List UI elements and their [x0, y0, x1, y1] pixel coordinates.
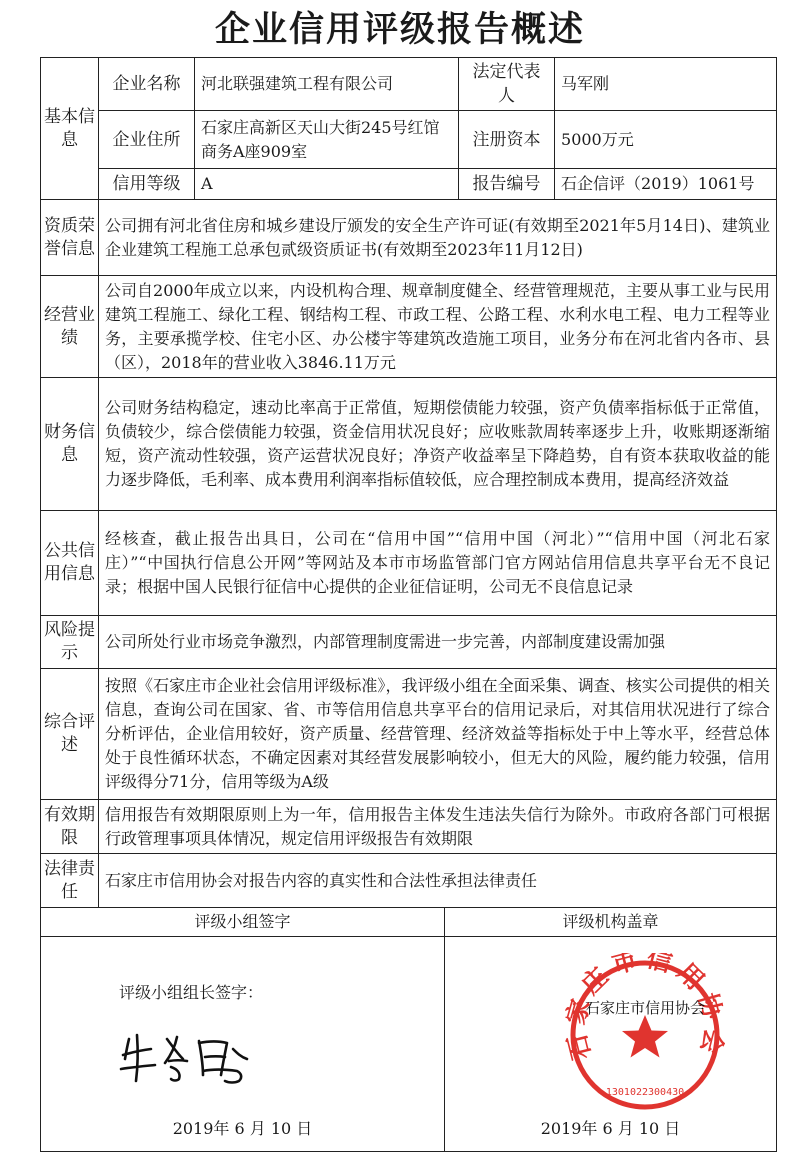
report-no-label: 报告编号	[459, 169, 555, 200]
public-credit-text: 经核查，截止报告出具日，公司在“信用中国”“信用中国（河北）”“信用中国（河北石家庄）”“中国执行信息公开网”等网站及本市市场监管部门官方网站信用信息共享平台无不良记录；根据中国人民银行征信中心提供的企业征信证明，公司无不良信息记录	[99, 511, 777, 616]
company-name: 河北联强建筑工程有限公司	[195, 58, 459, 111]
business-text: 公司自2000年成立以来，内设机构合理、规章制度健全、经营管理规范，主要从事工业与民用建筑工程施工、绿化工程、钢结构工程、市政工程、公路工程、水利水电工程、电力工程等业务，主要承揽学校、住宅小区、办公楼宇等建筑改造施工项目，业务分布在河北省内各市、县（区），2018年的营业收入3846.11万元	[99, 276, 777, 378]
org-seal-header: 评级机构盖章	[445, 908, 777, 937]
official-seal	[565, 953, 725, 1130]
section-public-credit: 公共信用信息	[41, 511, 99, 616]
seal-icon	[565, 953, 725, 1123]
section-business: 经营业绩	[41, 276, 99, 378]
credit-grade: A	[195, 169, 459, 200]
seal-ring-text: 庄市信用	[575, 953, 715, 1000]
company-address: 石家庄高新区天山大街245号红馆商务A座909室	[195, 111, 459, 169]
report-number: 石企信评（2019）1061号	[555, 169, 777, 200]
seal-star-icon	[622, 1015, 668, 1058]
validity-text: 信用报告有效期限原则上为一年，信用报告主体发生违法失信行为除外。市政府各部门可根据行政管理事项具体情况，规定信用评级报告有效期限	[99, 800, 777, 854]
seal-org-name: 石家庄市信用协会	[584, 999, 705, 1017]
risk-text: 公司所处行业市场竞争激烈，内部管理制度需进一步完善，内部制度建设需加强	[99, 616, 777, 669]
legal-text: 石家庄市信用协会对报告内容的真实性和合法性承担法律责任	[99, 854, 777, 908]
org-seal-date: 2019年 6 月 10 日	[540, 1119, 681, 1138]
legal-rep: 马军刚	[555, 58, 777, 111]
group-signature-area	[41, 937, 445, 1152]
seal-number: 1301022300430	[605, 1087, 685, 1098]
section-legal: 法律责任	[41, 854, 99, 908]
grade-label: 信用等级	[99, 169, 195, 200]
section-risk: 风险提示	[41, 616, 99, 669]
section-summary: 综合评述	[41, 669, 99, 800]
section-qualification: 资质荣誉信息	[41, 200, 99, 276]
group-signature-header: 评级小组签字	[41, 908, 445, 937]
section-validity: 有效期限	[41, 800, 99, 854]
finance-text: 公司财务结构稳定，速动比率高于正常值，短期偿债能力较强，资产负债率指标低于正常值，负债较少，综合偿债能力较强，资金信用状况良好；应收账款周转率逐步上升，收账期逐渐缩短，资产流动性较强，资产运营状况良好；净资产收益率呈下降趋势，自有资本获取收益的能力逐步降低，毛利率、成本费用利润率指标值较低，应合理控制成本费用，提高经济效益	[99, 378, 777, 511]
leader-signature-label: 评级小组组长签字：	[119, 983, 264, 1002]
qualification-text: 公司拥有河北省住房和城乡建设厅颁发的安全生产许可证(有效期至2021年5月14日)、建筑业企业建筑工程施工总承包贰级资质证书(有效期至2023年11月12日)	[99, 200, 777, 276]
company-name-label: 企业名称	[99, 58, 195, 111]
org-seal-area	[445, 937, 777, 1152]
page-title: 企业信用评级报告概述	[214, 10, 585, 50]
address-label: 企业住所	[99, 111, 195, 169]
report-table	[40, 57, 777, 1152]
handwritten-signature	[117, 1025, 257, 1085]
summary-text: 按照《石家庄市企业社会信用评级标准》，我评级小组在全面采集、调查、核实公司提供的相关信息，查询公司在国家、省、市等信用信息共享平台的信用记录后，对其信用状况进行了综合分析评估，企业信用较好，资产质量、经营管理、经济效益等指标处于中上等水平，经营总体处于良性循环状态，不确定因素对其经营发展影响较小，但无大的风险，履约能力较强，信用评级得分71分，信用等级为A级	[99, 669, 777, 800]
group-signature-date: 2019年 6 月 10 日	[172, 1119, 313, 1138]
section-finance: 财务信息	[41, 378, 99, 511]
capital-label: 注册资本	[459, 111, 555, 169]
section-basic: 基本信息	[41, 58, 99, 200]
legal-rep-label: 法定代表人	[459, 58, 555, 111]
registered-capital: 5000万元	[555, 111, 777, 169]
